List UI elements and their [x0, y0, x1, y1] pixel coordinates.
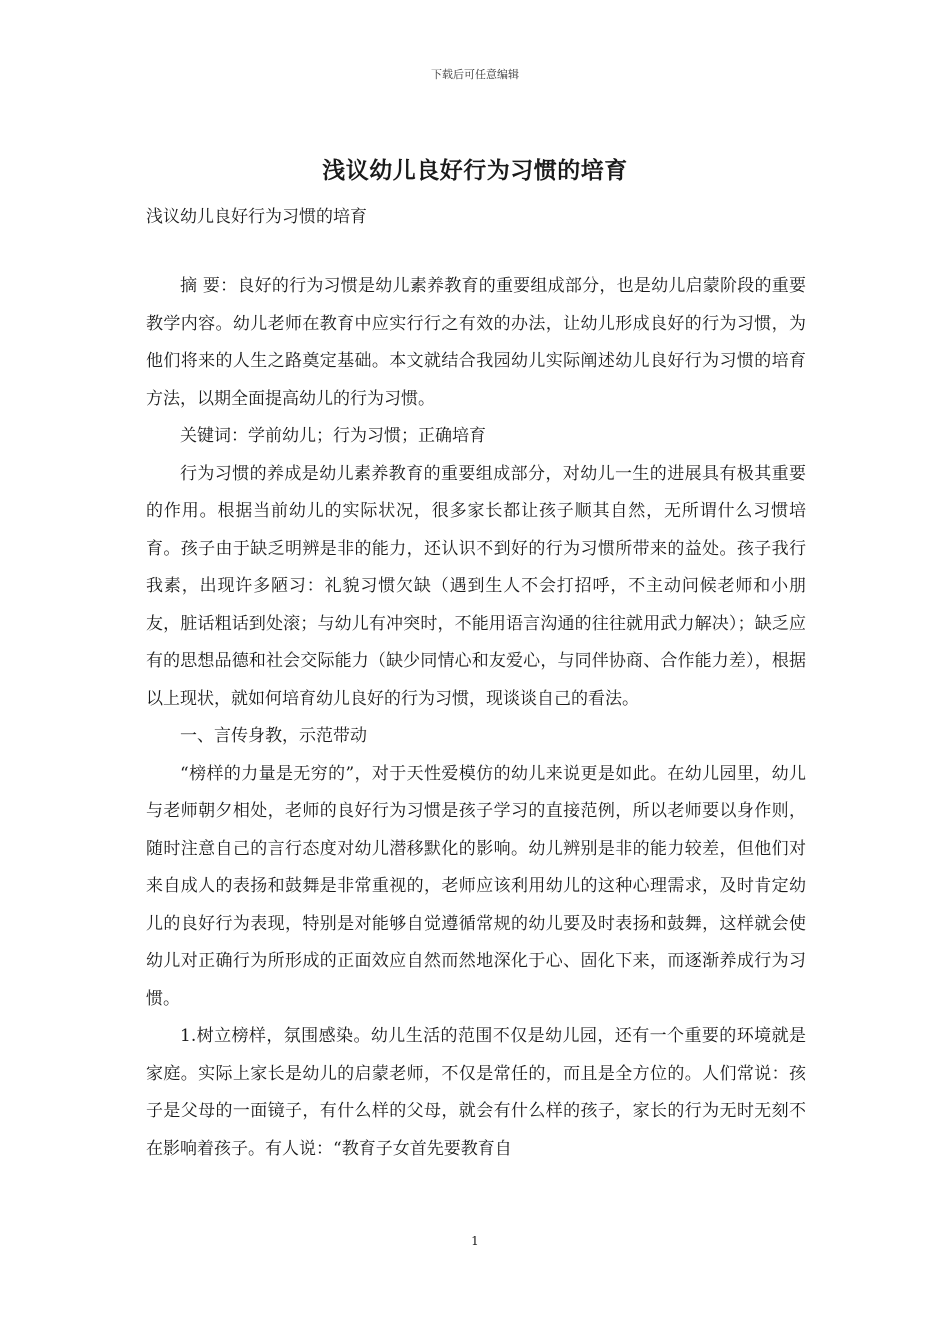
paragraph-keywords: 关键词：学前幼儿；行为习惯；正确培育 [180, 426, 486, 446]
section-heading-1: 一、言传身教，示范带动 [180, 726, 367, 746]
paragraph-abstract: 摘 要：良好的行为习惯是幼儿素养教育的重要组成部分，也是幼儿启蒙阶段的重要教学内容。幼儿老师在教育中应实行行之有效的办法，让幼儿形成良好的行为习惯，为他们将来的人生之路奠定基础。本文就结合我园幼儿实际阐述幼儿良好行为习惯的培育方法，以期全面提高幼儿的行为习惯。 [146, 276, 806, 409]
document-title: 浅议幼儿良好行为习惯的培育 [322, 157, 628, 184]
page-number: 1 [471, 1234, 479, 1248]
document-body [146, 268, 806, 1168]
paragraph-intro: 行为习惯的养成是幼儿素养教育的重要组成部分，对幼儿一生的进展具有极其重要的作用。根据当前幼儿的实际状况，很多家长都让孩子顺其自然，无所谓什么习惯培育。孩子由于缺乏明辨是非的能力，还认识不到好的行为习惯所带来的益处。孩子我行我素，出现许多陋习：礼貌习惯欠缺（遇到生人不会打招呼，不主动问候老师和小朋友，脏话粗话到处滚；与幼儿有冲突时，不能用语言沟通的往往就用武力解决）；缺乏应有的思想品德和社会交际能力（缺少同情心和友爱心，与同伴协商、合作能力差），根据以上现状，就如何培育幼儿良好的行为习惯，现谈谈自己的看法。 [146, 463, 806, 709]
header-note: 下载后可任意编辑 [431, 68, 519, 81]
document-subtitle: 浅议幼儿良好行为习惯的培育 [146, 207, 367, 227]
paragraph-section-1: “榜样的力量是无穷的”，对于天性爱模仿的幼儿来说更是如此。在幼儿园里，幼儿与老师朝夕相处，老师的良好行为习惯是孩子学习的直接范例，所以老师要以身作则，随时注意自己的言行态度对幼儿潜移默化的影响。幼儿辨别是非的能力较差，但他们对来自成人的表扬和鼓舞是非常重视的，老师应该利用幼儿的这种心理需求，及时肯定幼儿的良好行为表现，特别是对能够自觉遵循常规的幼儿要及时表扬和鼓舞，这样就会使幼儿对正确行为所形成的正面效应自然而然地深化于心、固化下来，而逐渐养成行为习惯。 [146, 763, 806, 1009]
paragraph-subsection-1: 1.树立榜样，氛围感染。幼儿生活的范围不仅是幼儿园，还有一个重要的环境就是家庭。实际上家长是幼儿的启蒙老师，不仅是常任的，而且是全方位的。人们常说：孩子是父母的一面镜子，有什么样的父母，就会有什么样的孩子，家长的行为无时无刻不在影响着孩子。有人说：“教育子女首先要教育自 [146, 1026, 806, 1159]
